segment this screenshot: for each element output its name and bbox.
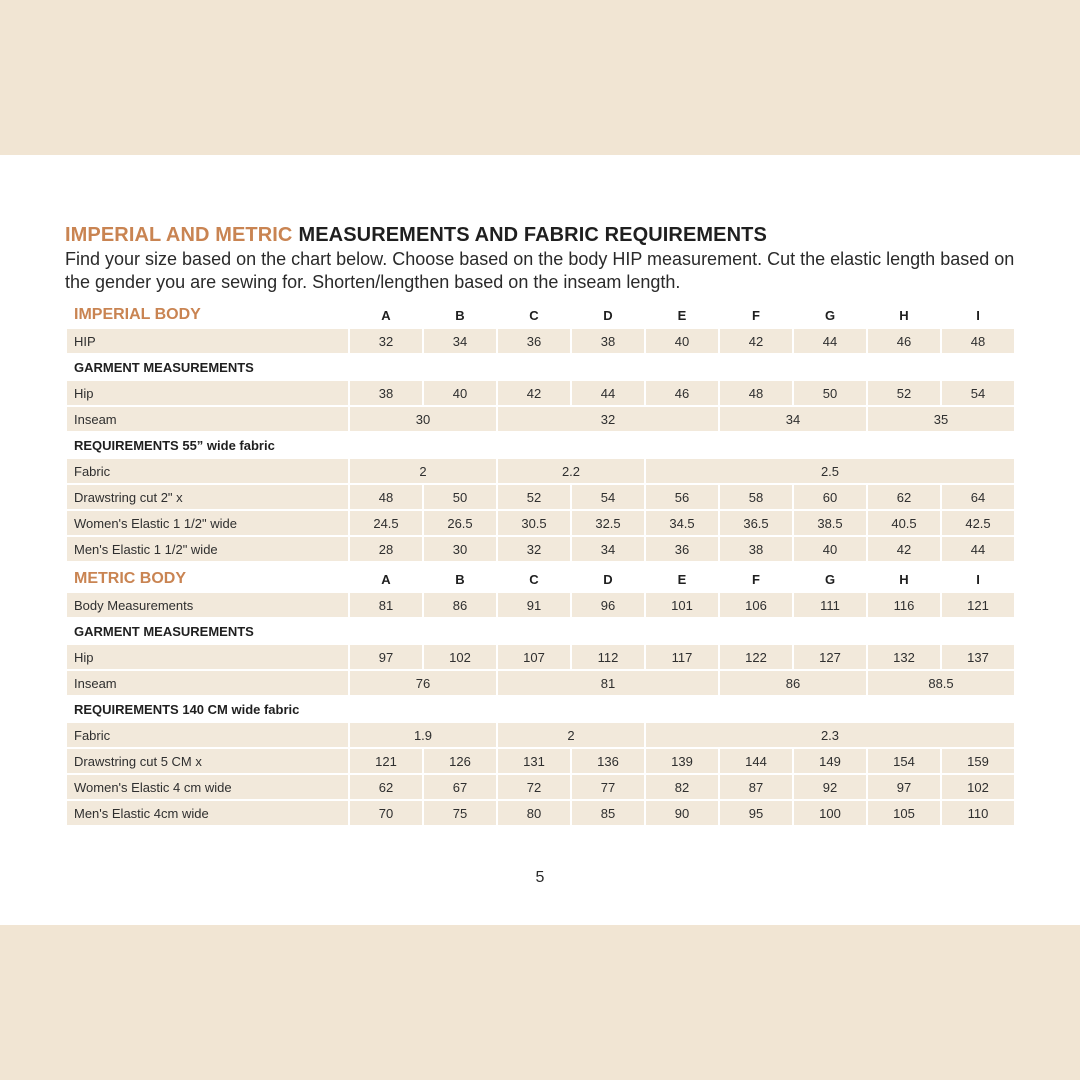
value-cell: 28 bbox=[350, 537, 422, 561]
size-header-a: A bbox=[381, 307, 391, 323]
row-label: Drawstring cut 2" x bbox=[67, 485, 348, 509]
value-cell: 60 bbox=[794, 485, 866, 509]
value-cell: 107 bbox=[498, 645, 570, 669]
value-cell: 48 bbox=[942, 329, 1014, 353]
row-label: Men's Elastic 4cm wide bbox=[67, 801, 348, 825]
page-number: 5 bbox=[535, 869, 545, 886]
value-cell: 48 bbox=[720, 381, 792, 405]
value-cell: 88.5 bbox=[868, 671, 1014, 695]
value-cell: 90 bbox=[646, 801, 718, 825]
value-cell: 48 bbox=[350, 485, 422, 509]
size-header-h: H bbox=[899, 571, 909, 587]
value-cell: 2 bbox=[498, 723, 644, 747]
value-cell: 132 bbox=[868, 645, 940, 669]
row-label: Inseam bbox=[67, 671, 348, 695]
value-cell: 149 bbox=[794, 749, 866, 773]
size-header-c: C bbox=[529, 571, 539, 587]
value-cell: 92 bbox=[794, 775, 866, 799]
intro-paragraph: Find your size based on the chart below. Choose based on the body HIP measurement. Cut the elastic length based on the gender you are sewing for. Shorten/lengthen based on the inseam length. bbox=[65, 249, 1015, 292]
value-cell: 30 bbox=[350, 407, 496, 431]
value-cell: 86 bbox=[424, 593, 496, 617]
value-cell: 52 bbox=[868, 381, 940, 405]
row-label: Hip bbox=[67, 381, 348, 405]
row-label: Drawstring cut 5 CM x bbox=[67, 749, 348, 773]
value-cell: 42.5 bbox=[942, 511, 1014, 535]
value-cell: 137 bbox=[942, 645, 1014, 669]
value-cell: 116 bbox=[868, 593, 940, 617]
value-cell: 32 bbox=[498, 407, 718, 431]
value-cell: 75 bbox=[424, 801, 496, 825]
row-label: HIP bbox=[67, 329, 348, 353]
value-cell: 154 bbox=[868, 749, 940, 773]
value-cell: 131 bbox=[498, 749, 570, 773]
size-header-f: F bbox=[752, 307, 760, 323]
value-cell: 40 bbox=[646, 329, 718, 353]
size-header-a: A bbox=[381, 571, 391, 587]
value-cell: 112 bbox=[572, 645, 644, 669]
value-cell: 64 bbox=[942, 485, 1014, 509]
value-cell: 1.9 bbox=[350, 723, 496, 747]
value-cell: 30.5 bbox=[498, 511, 570, 535]
size-chart-table bbox=[67, 303, 1011, 827]
row-label: Inseam bbox=[67, 407, 348, 431]
value-cell: 38.5 bbox=[794, 511, 866, 535]
value-cell: 101 bbox=[646, 593, 718, 617]
value-cell: 24.5 bbox=[350, 511, 422, 535]
value-cell: 34.5 bbox=[646, 511, 718, 535]
value-cell: 105 bbox=[868, 801, 940, 825]
value-cell: 58 bbox=[720, 485, 792, 509]
value-cell: 144 bbox=[720, 749, 792, 773]
value-cell: 62 bbox=[350, 775, 422, 799]
row-label: Fabric bbox=[67, 459, 348, 483]
metric-title: METRIC BODY bbox=[74, 570, 186, 587]
value-cell: 34 bbox=[572, 537, 644, 561]
value-cell: 97 bbox=[868, 775, 940, 799]
page-heading bbox=[65, 224, 767, 247]
value-cell: 86 bbox=[720, 671, 866, 695]
size-header-f: F bbox=[752, 571, 760, 587]
value-cell: 34 bbox=[720, 407, 866, 431]
section-heading: GARMENT MEASUREMENTS bbox=[74, 623, 254, 639]
document-page bbox=[0, 155, 1080, 925]
section-heading: REQUIREMENTS 140 CM wide fabric bbox=[74, 701, 300, 717]
value-cell: 56 bbox=[646, 485, 718, 509]
size-header-b: B bbox=[455, 571, 465, 587]
value-cell: 117 bbox=[646, 645, 718, 669]
value-cell: 96 bbox=[572, 593, 644, 617]
value-cell: 111 bbox=[794, 593, 866, 617]
value-cell: 72 bbox=[498, 775, 570, 799]
value-cell: 70 bbox=[350, 801, 422, 825]
size-header-i: I bbox=[976, 571, 980, 587]
value-cell: 102 bbox=[942, 775, 1014, 799]
row-label: Body Measurements bbox=[67, 593, 348, 617]
value-cell: 35 bbox=[868, 407, 1014, 431]
value-cell: 100 bbox=[794, 801, 866, 825]
row-label: Hip bbox=[67, 645, 348, 669]
size-header-d: D bbox=[603, 571, 613, 587]
size-header-g: G bbox=[824, 307, 836, 323]
value-cell: 121 bbox=[942, 593, 1014, 617]
value-cell: 30 bbox=[424, 537, 496, 561]
heading-main: MEASUREMENTS AND FABRIC REQUIREMENTS bbox=[298, 224, 767, 246]
value-cell: 32 bbox=[350, 329, 422, 353]
value-cell: 32.5 bbox=[572, 511, 644, 535]
value-cell: 82 bbox=[646, 775, 718, 799]
value-cell: 36 bbox=[498, 329, 570, 353]
value-cell: 50 bbox=[794, 381, 866, 405]
section-heading: REQUIREMENTS 55” wide fabric bbox=[74, 437, 275, 453]
value-cell: 122 bbox=[720, 645, 792, 669]
value-cell: 159 bbox=[942, 749, 1014, 773]
value-cell: 42 bbox=[868, 537, 940, 561]
value-cell: 42 bbox=[498, 381, 570, 405]
value-cell: 34 bbox=[424, 329, 496, 353]
value-cell: 91 bbox=[498, 593, 570, 617]
value-cell: 95 bbox=[720, 801, 792, 825]
size-header-e: E bbox=[677, 307, 687, 323]
value-cell: 44 bbox=[942, 537, 1014, 561]
value-cell: 50 bbox=[424, 485, 496, 509]
size-header-h: H bbox=[899, 307, 909, 323]
value-cell: 126 bbox=[424, 749, 496, 773]
value-cell: 85 bbox=[572, 801, 644, 825]
value-cell: 67 bbox=[424, 775, 496, 799]
value-cell: 42 bbox=[720, 329, 792, 353]
value-cell: 62 bbox=[868, 485, 940, 509]
value-cell: 38 bbox=[720, 537, 792, 561]
value-cell: 40 bbox=[424, 381, 496, 405]
value-cell: 44 bbox=[794, 329, 866, 353]
row-label: Men's Elastic 1 1/2" wide bbox=[67, 537, 348, 561]
value-cell: 127 bbox=[794, 645, 866, 669]
value-cell: 106 bbox=[720, 593, 792, 617]
value-cell: 110 bbox=[942, 801, 1014, 825]
size-header-i: I bbox=[976, 307, 980, 323]
value-cell: 32 bbox=[498, 537, 570, 561]
value-cell: 2.2 bbox=[498, 459, 644, 483]
value-cell: 40.5 bbox=[868, 511, 940, 535]
value-cell: 52 bbox=[498, 485, 570, 509]
value-cell: 81 bbox=[498, 671, 718, 695]
imperial-title: IMPERIAL BODY bbox=[74, 306, 201, 323]
value-cell: 97 bbox=[350, 645, 422, 669]
value-cell: 136 bbox=[572, 749, 644, 773]
value-cell: 44 bbox=[572, 381, 644, 405]
value-cell: 2.3 bbox=[646, 723, 1014, 747]
row-label: Women's Elastic 4 cm wide bbox=[67, 775, 348, 799]
value-cell: 80 bbox=[498, 801, 570, 825]
heading-accent: IMPERIAL AND METRIC bbox=[65, 224, 293, 246]
size-header-e: E bbox=[677, 571, 687, 587]
value-cell: 81 bbox=[350, 593, 422, 617]
value-cell: 2.5 bbox=[646, 459, 1014, 483]
row-label: Women's Elastic 1 1/2" wide bbox=[67, 511, 348, 535]
value-cell: 102 bbox=[424, 645, 496, 669]
value-cell: 46 bbox=[646, 381, 718, 405]
value-cell: 36.5 bbox=[720, 511, 792, 535]
value-cell: 38 bbox=[350, 381, 422, 405]
section-heading: GARMENT MEASUREMENTS bbox=[74, 359, 254, 375]
value-cell: 54 bbox=[942, 381, 1014, 405]
size-header-g: G bbox=[824, 571, 836, 587]
value-cell: 76 bbox=[350, 671, 496, 695]
value-cell: 38 bbox=[572, 329, 644, 353]
value-cell: 2 bbox=[350, 459, 496, 483]
value-cell: 139 bbox=[646, 749, 718, 773]
value-cell: 77 bbox=[572, 775, 644, 799]
value-cell: 40 bbox=[794, 537, 866, 561]
value-cell: 87 bbox=[720, 775, 792, 799]
size-header-b: B bbox=[455, 307, 465, 323]
value-cell: 121 bbox=[350, 749, 422, 773]
value-cell: 54 bbox=[572, 485, 644, 509]
row-label: Fabric bbox=[67, 723, 348, 747]
size-header-d: D bbox=[603, 307, 613, 323]
value-cell: 46 bbox=[868, 329, 940, 353]
value-cell: 36 bbox=[646, 537, 718, 561]
value-cell: 26.5 bbox=[424, 511, 496, 535]
size-header-c: C bbox=[529, 307, 539, 323]
